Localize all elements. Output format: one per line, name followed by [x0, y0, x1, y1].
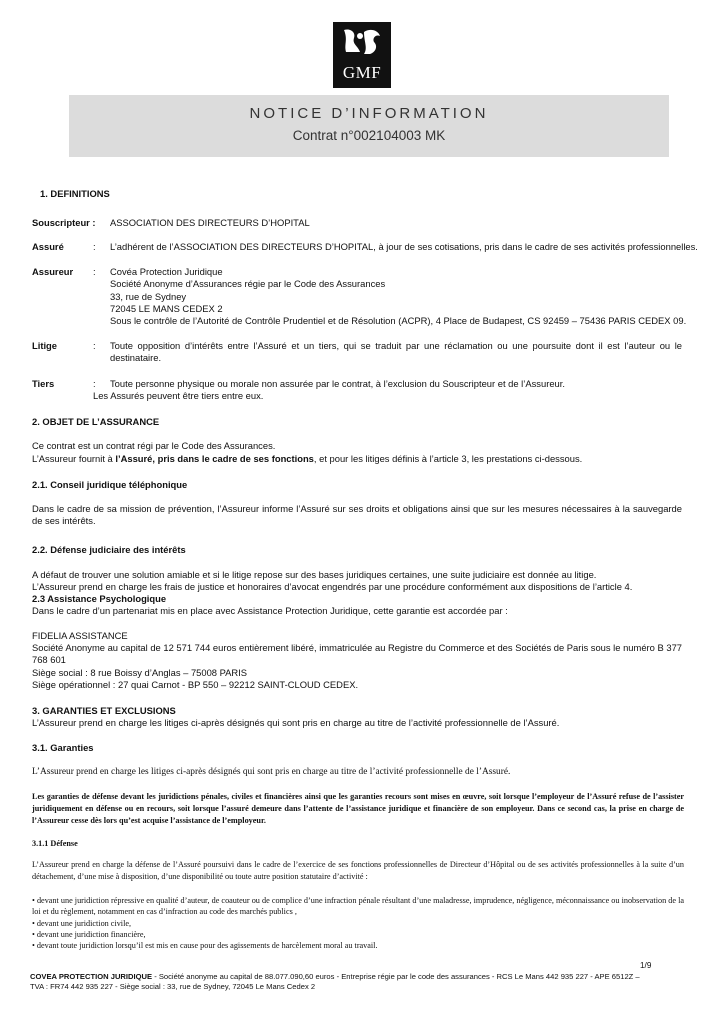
- assure-label: Assuré: [32, 241, 64, 252]
- souscripteur-value: ASSOCIATION DES DIRECTEURS D’HOPITAL: [110, 217, 310, 228]
- garanties-intro: L’Assureur prend en charge les litiges ci-après désignés qui sont pris en charge au titre de l’activité professionnelle de l’Assuré.: [32, 717, 560, 728]
- subsection-heading-garanties: 3.1. Garanties: [32, 742, 94, 753]
- tiers-note: Les Assurés peuvent être tiers entre eux.: [93, 390, 264, 401]
- header-box: [69, 95, 669, 157]
- defense-bullet: • devant une juridiction civile,: [32, 919, 132, 928]
- subsection-heading-assistance: 2.3 Assistance Psychologique: [32, 593, 167, 604]
- contract-number: Contrat n°002104003 MK: [292, 128, 446, 143]
- section-heading-objet: 2. OBJET DE L’ASSURANCE: [32, 416, 160, 427]
- fidelia-name: FIDELIA ASSISTANCE: [32, 630, 128, 641]
- footer-line-2: TVA : FR74 442 935 227 - Siège social : 33, rue de Sydney, 72045 Le Mans Cedex 2: [30, 982, 316, 991]
- fidelia-line-1: Société Anonyme au capital de 12 571 744 euros entièrement libéré, immatriculée au Registre du Commerce et des Sociétés de Paris sous le numéro B 377 768 601: [32, 642, 682, 666]
- defense-judiciaire-line-2: L’Assureur prend en charge les frais de justice et honoraires d’avocat engendrés par une procédure conformément aux dispositions de l’article 4.: [32, 581, 633, 592]
- tiers-value: Toute personne physique ou morale non assurée par le contrat, à l’exclusion du Souscripteur et de l’Assureur.: [110, 378, 565, 389]
- assureur-colon: :: [93, 266, 96, 277]
- defense-bullet: • devant une juridiction financière,: [32, 930, 146, 939]
- litige-value: Toute opposition d’intérêts entre l’Assuré et un tiers, qui se traduit par une réclamation ou une poursuite dont il est l’auteur ou le destinataire.: [110, 340, 682, 364]
- subsection-heading-conseil: 2.1. Conseil juridique téléphonique: [32, 479, 188, 490]
- objet-line-2: L’Assureur fournit à l’Assuré, pris dans le cadre de ses fonctions, et pour les litiges définis à l’article 3, les prestations ci-dessous.: [32, 453, 583, 464]
- litige-colon: :: [93, 340, 96, 351]
- objet-line-1: Ce contrat est un contrat régi par le Code des Assurances.: [32, 440, 276, 451]
- garanties-text: L’Assureur prend en charge les litiges ci-après désignés qui sont pris en charge au titre de l’activité professionnelle de l’Assuré.: [32, 767, 511, 777]
- gmf-logo: [333, 22, 391, 88]
- conseil-text: Dans le cadre de sa mission de prévention, l’Assureur informe l’Assuré sur ses droits et obligations ainsi que sur les mesures nécessaires à la sauvegarde de ses intérêts.: [32, 503, 682, 527]
- subsection-heading-defense-judiciaire: 2.2. Défense judiciaire des intérêts: [32, 544, 186, 555]
- section-heading-definitions: 1. DEFINITIONS: [40, 188, 110, 199]
- defense-text: L’Assureur prend en charge la défense de l’Assuré poursuivi dans le cadre de l’exercice de ses fonctions professionnelles de Directeur d’Hôpital ou de ses activités professionnelles à la suite d’un détachement, d’une mise à disposition, d’une disponibilité ou toute autre position statutaire d’activité :: [32, 860, 684, 881]
- assistance-text: Dans le cadre d’un partenariat mis en place avec Assistance Protection Juridique, cette garantie est accordée par :: [32, 605, 508, 616]
- assureur-line: 72045 LE MANS CEDEX 2: [110, 303, 223, 314]
- footer-line-1: COVEA PROTECTION JURIDIQUE - Société anonyme au capital de 88.077.090,60 euros - Entreprise régie par le code des assurances - RCS Le Mans 442 935 227 - APE 6512Z –: [30, 972, 640, 981]
- assureur-label: Assureur: [32, 266, 74, 277]
- gmf-emblem-icon: [340, 26, 384, 58]
- defense-bullet: • devant toute juridiction lorsqu’il est mis en cause pour des agissements de harcèlement moral au travail.: [32, 941, 378, 950]
- subsection-heading-defense: 3.1.1 Défense: [32, 839, 78, 848]
- assure-colon: :: [93, 241, 96, 252]
- logo-brand-text: GMF: [342, 63, 382, 82]
- assureur-line: Société Anonyme d’Assurances régie par le Code des Assurances: [110, 278, 386, 289]
- souscripteur-label: Souscripteur :: [32, 217, 96, 228]
- defense-judiciaire-line-1: A défaut de trouver une solution amiable et si le litige repose sur des bases juridiques certaines, une suite judiciaire est donnée au litige.: [32, 569, 597, 580]
- fidelia-line-3: Siège opérationnel : 27 quai Carnot - BP 550 – 92212 SAINT-CLOUD CEDEX.: [32, 679, 359, 690]
- assureur-line: Sous le contrôle de l’Autorité de Contrôle Prudentiel et de Résolution (ACPR), 4 Place de Budapest, CS 92459 – 75436 PARIS CEDEX 09.: [110, 315, 687, 326]
- assureur-line: Covéa Protection Juridique: [110, 266, 223, 277]
- document-title: NOTICE D’INFORMATION: [249, 105, 489, 122]
- defense-bullet: • devant une juridiction répressive en qualité d’auteur, de coauteur ou de complice d’une infraction pénale résultant d’une maladresse, imprudence, négligence, méconnaissance ou inobservation de la loi et du règlement, notamment en cas d’infraction au code des marchés publics ,: [32, 896, 684, 917]
- section-heading-garanties: 3. GARANTIES ET EXCLUSIONS: [32, 705, 176, 716]
- litige-label: Litige: [32, 340, 57, 351]
- tiers-label: Tiers: [32, 378, 55, 389]
- fidelia-line-2: Siège social : 8 rue Boissy d’Anglas – 75008 PARIS: [32, 667, 248, 678]
- garanties-bold-paragraph: Les garanties de défense devant les juridictions pénales, civiles et financières ainsi que les garanties recours sont mises en œuvre, soit lorsque l’employeur de l’Assuré refuse de l’assister juridiquement en défense ou en recours, soit lorsque l’assuré demeure dans l’attente de l’assistance juridique et financière de son employeur. Dans ce second cas, la prise en charge de l’Assureur cesse dès lors qu’est acquise l’assistance de l’employeur.: [32, 792, 684, 825]
- tiers-colon: :: [93, 378, 96, 389]
- page-number: 1/9: [640, 961, 652, 970]
- assure-value: L’adhérent de l’ASSOCIATION DES DIRECTEURS D’HOPITAL, à jour de ses cotisations, pris dans le cadre de ses activités professionnelles.: [110, 241, 698, 252]
- assureur-line: 33, rue de Sydney: [110, 291, 187, 302]
